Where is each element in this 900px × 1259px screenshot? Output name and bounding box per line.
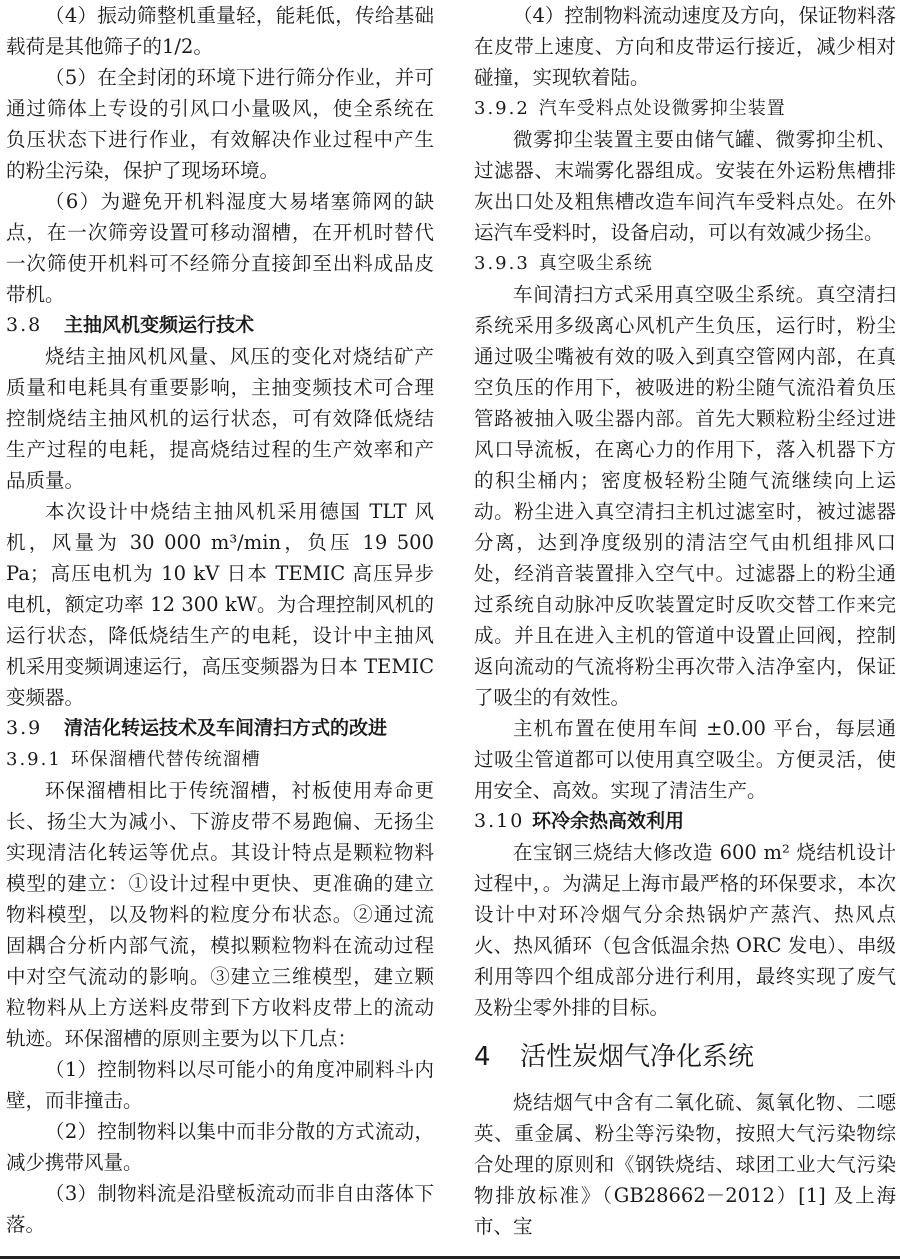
paragraph: 烧结烟气中含有二氧化硫、氮氧化物、二噁英、重金属、粉尘等污染物，按照大气污染物综合处理的原则和《钢铁烧结、球团工业大气污染物排放标准》（GB28662－2012）[1] 及上海市、宝 <box>474 1091 896 1238</box>
subsection-title: 真空吸尘系统 <box>538 253 653 274</box>
subsection-heading <box>474 93 896 124</box>
subsection-number: 3.9.3 <box>474 253 530 274</box>
section-heading <box>474 806 896 837</box>
section-heading <box>6 713 434 744</box>
paragraph: （5）在全封闭的环境下进行筛分作业，并可通过筛体上专设的引风口小量吸风，使全系统在负压状态下进行作业，有效解决作业过程中产生的粉尘污染，保护了现场环境。 <box>6 66 434 182</box>
subsection-number: 3.9.1 <box>6 749 62 770</box>
paragraph: 车间清扫方式采用真空吸尘系统。真空清扫系统采用多级离心风机产生负压，运行时，粉尘通过吸尘嘴被有效的吸入到真空管网内部，在真空负压的作用下，被吸进的粉尘随气流沿着负压管路被抽入吸尘器内部。首先大颗粒粉尘经过进风口导流板，在离心力的作用下，落入机器下方的积尘桶内；密度极轻粉尘随气流继续向上运动。粉尘进入真空清扫主机过滤室时，被过滤器分离，达到净度级别的清洁空气由机组排风口处，经消音装置排入空气中。过滤器上的粉尘通过系统自动脉冲反吹装置定时反吹交替工作来完成。并且在进入主机的管道中设置止回阀，控制返向流动的气流将粉尘再次带入洁净室内，保证了吸尘的有效性。 <box>474 283 896 709</box>
chapter-title: 活性炭烟气净化系统 <box>520 1042 755 1072</box>
subsection-title: 环保溜槽代替传统溜槽 <box>70 749 261 770</box>
subsection-number: 3.9.2 <box>474 98 530 119</box>
subsection-heading <box>6 744 434 775</box>
chapter-number: 4 <box>474 1042 491 1072</box>
section-title: 主抽风机变频运行技术 <box>64 314 255 336</box>
paragraph: 在宝钢三烧结大修改造 600 m² 烧结机设计过程中，。为满足上海市最严格的环保要求，本次设计中对环冷烟气分余热锅炉产蒸汽、热风点火、热风循环（包含低温余热 ORC 发电）、串级利用等四个组成部分进行利用，最终实现了废气及粉尘零外排的目标。 <box>474 841 896 1019</box>
paragraph: 微雾抑尘装置主要由储气罐、微雾抑尘机、过滤器、末端雾化器组成。安装在外运粉焦槽排灰出口处及粗焦槽改造车间汽车受料点处。在外运汽车受料时，设备启动，可以有效减少扬尘。 <box>474 128 896 244</box>
paragraph: （2）控制物料以集中而非分散的方式流动，减少携带风量。 <box>6 1120 434 1174</box>
paragraph: 环保溜槽相比于传统溜槽，衬板使用寿命更长、扬尘大为减小、下游皮带不易跑偏、无扬尘实现清洁化转运等优点。其设计特点是颗粒物料模型的建立：①设计过程中更快、更准确的建立物料模型，以及物料的粒度分布状态。②通过流固耦合分析内部气流，模拟颗粒物料在流动过程中对空气流动的影响。③建立三维模型，建立颗粒物料从上方送料皮带到下方收料皮带上的流动轨迹。环保溜槽的原则主要为以下几点： <box>6 779 434 1050</box>
section-title: 清洁化转运技术及车间清扫方式的改进 <box>64 717 388 739</box>
section-title: 环冷余热高效利用 <box>532 810 685 832</box>
paragraph: 主机布置在使用车间 ±0.00 平台，每层通过吸尘管道都可以使用真空吸尘。方便灵活，使用安全、高效。实现了清洁生产。 <box>474 717 896 802</box>
paragraph: 烧结主抽风机风量、风压的变化对烧结矿产质量和电耗具有重要影响，主抽变频技术可合理控制烧结主抽风机的运行状态，可有效降低烧结生产过程的电耗，提高烧结过程的生产效率和产品质量。 <box>6 345 434 492</box>
paragraph: 本次设计中烧结主抽风机采用德国 TLT 风机，风量为 30 000 m³/min，负压 19 500 Pa；高压电机为 10 kV 日本 TEMIC 高压异步电机，额定功率 12 300 kW。为合理控制风机的运行状态，降低烧结生产的电耗，设计中主抽风机采用变频调速运行，高压变频器为日本 TEMIC 变频器。 <box>6 500 434 709</box>
subsection-heading <box>474 248 896 279</box>
paragraph: （4）控制物料流动速度及方向，保证物料落在皮带上速度、方向和皮带运行接近，减少相对碰撞，实现软着陆。 <box>474 4 896 89</box>
chapter-heading <box>474 1037 896 1077</box>
paragraph: （4）振动筛整机重量轻，能耗低，传给基础载荷是其他筛子的1/2。 <box>6 4 434 58</box>
paragraph: （6）为避免开机料湿度大易堵塞筛网的缺点，在一次筛旁设置可移动溜槽，在开机时替代一次筛使开机料可不经筛分直接卸至出料成品皮带机。 <box>6 190 434 306</box>
section-heading <box>6 310 434 341</box>
section-number: 3.10 <box>474 810 525 832</box>
paragraph: （1）控制物料以尽可能小的角度冲刷料斗内壁，而非撞击。 <box>6 1058 434 1112</box>
section-number: 3.8 <box>6 314 43 336</box>
right-column <box>474 0 896 1242</box>
subsection-title: 汽车受料点处设微雾抑尘装置 <box>538 98 786 119</box>
paragraph: （3）制物料流是沿壁板流动而非自由落体下落。 <box>6 1182 434 1236</box>
section-number: 3.9 <box>6 717 43 739</box>
left-column <box>6 0 434 1240</box>
